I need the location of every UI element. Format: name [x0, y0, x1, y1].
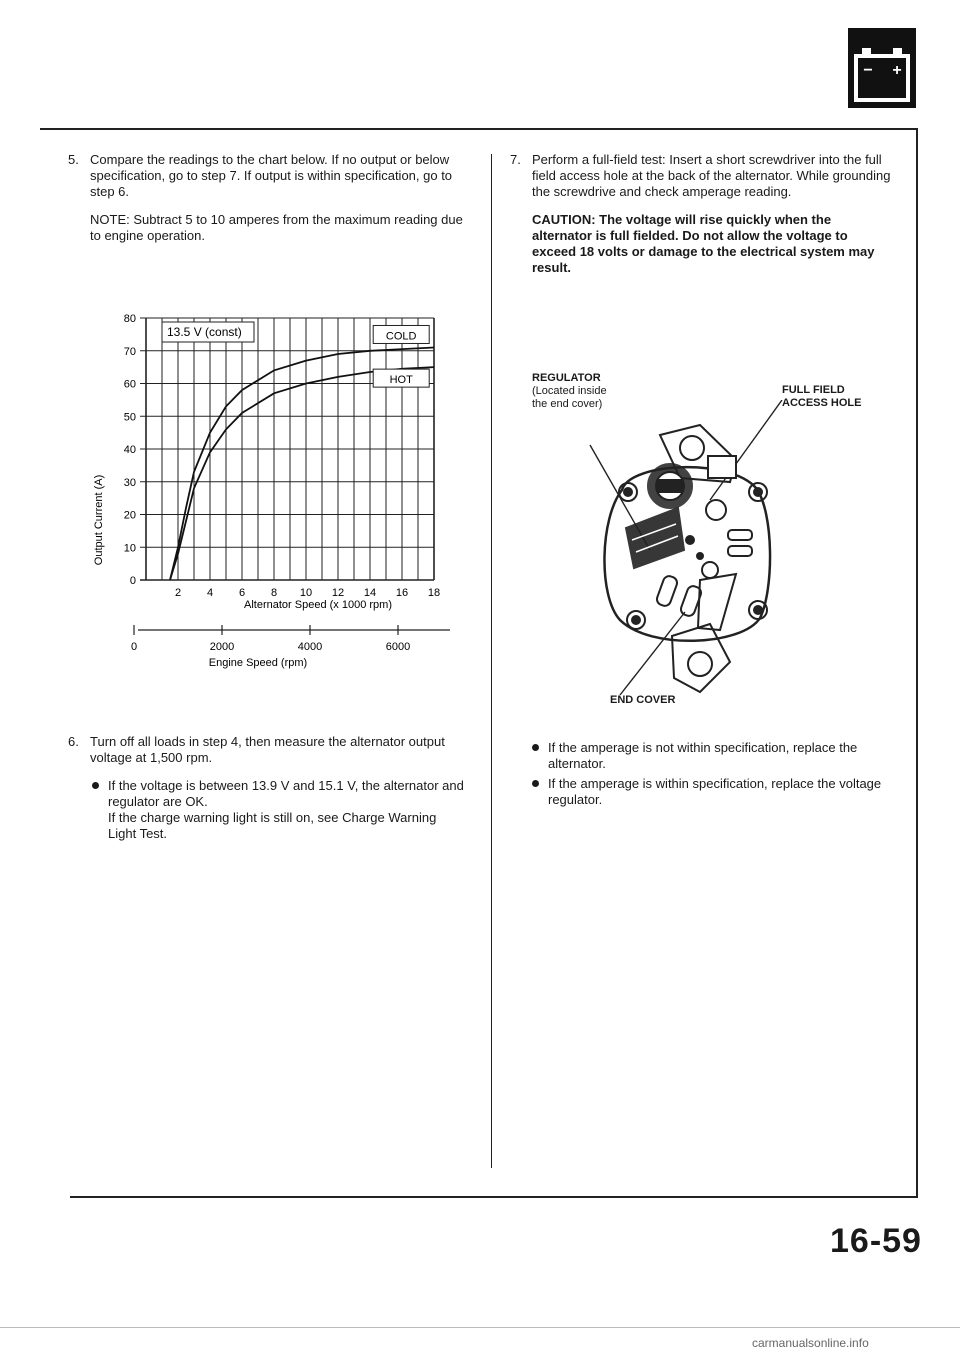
step-6-bullet	[90, 778, 464, 842]
series-label: COLD	[385, 330, 417, 343]
chart-annotation: 13.5 V (const)	[167, 325, 242, 339]
x-axis-label: Alternator Speed (x 1000 rpm)	[244, 599, 392, 611]
y-axis-label: Output Current (A)	[93, 474, 105, 566]
top-rule	[40, 128, 918, 130]
y-tick-label: 0	[129, 575, 136, 587]
battery-plus: +	[892, 62, 902, 79]
step-5-note: NOTE: Subtract 5 to 10 amperes from the maximum reading due to engine operation.	[90, 212, 463, 243]
regulator-title: REGULATOR	[532, 372, 601, 384]
engine-speed-tick-label: 4000	[297, 641, 323, 653]
step-5-number: 5.	[68, 152, 79, 167]
battery-minus: −	[863, 62, 873, 79]
engine-speed-tick-label: 0	[130, 641, 138, 653]
y-tick-label: 20	[123, 509, 136, 522]
chart-svg	[86, 300, 466, 690]
result-item-2: If the amperage is within specification, replace the voltage regulator.	[530, 776, 894, 808]
access-hole-line2: ACCESS HOLE	[782, 397, 862, 409]
step-5-text: Compare the readings to the chart below. If no output or below specification, go to step 7. If output is within specification, go to step 6.	[90, 152, 453, 199]
x-tick-label: 12	[331, 587, 345, 599]
y-tick-label: 30	[123, 476, 136, 489]
step-6-text: Turn off all loads in step 4, then measure the alternator output voltage at 1,500 rpm.	[90, 734, 445, 765]
x-tick-label: 4	[206, 587, 214, 599]
x-tick-label: 16	[395, 587, 409, 599]
y-tick-label: 70	[123, 345, 136, 358]
right-rule	[916, 128, 918, 1196]
page-number: 16-59	[830, 1222, 922, 1260]
access-hole-line1: FULL FIELD	[782, 384, 845, 396]
step-6-number: 6.	[68, 734, 79, 749]
step-6-bullet-line2: If the charge warning light is still on, see Charge Warning Light Test.	[108, 810, 437, 841]
end-cover-callout: END COVER	[610, 694, 676, 706]
result-item-1: If the amperage is not within specification, replace the alternator.	[530, 740, 894, 772]
x-tick-label: 8	[270, 587, 278, 599]
step-7-text: Perform a full-field test: Insert a short screwdriver into the full field access hole at the back of the alternator. While grounding the screwdrive and check amperage reading.	[532, 152, 891, 199]
engine-speed-tick-label: 2000	[209, 641, 235, 653]
step-7-number: 7.	[510, 152, 521, 167]
y-tick-label: 80	[123, 313, 136, 325]
bottom-rule	[70, 1196, 918, 1198]
engine-speed-tick-label: 6000	[385, 641, 411, 653]
footer-watermark: carmanualsonline.info	[752, 1336, 869, 1350]
y-tick-label: 40	[123, 444, 136, 456]
x-tick-label: 18	[427, 587, 441, 599]
step-6-bullet-line1: If the voltage is between 13.9 V and 15.1 V, the alternator and regulator are OK.	[108, 778, 464, 809]
result-list	[530, 740, 894, 808]
alternator-illustration	[560, 400, 800, 700]
y-tick-label: 60	[123, 378, 136, 391]
regulator-note-1: (Located inside	[532, 385, 607, 397]
result-bullets	[530, 740, 894, 812]
step-6-bullets	[90, 778, 464, 842]
x-tick-label: 10	[299, 587, 313, 599]
y-tick-label: 10	[123, 542, 136, 555]
y-tick-label: 50	[123, 411, 136, 424]
engine-speed-label: Engine Speed (rpm)	[208, 657, 308, 669]
battery-icon	[848, 28, 916, 108]
x-tick-label: 6	[238, 587, 246, 599]
step-7-caution: CAUTION: The voltage will rise quickly when the alternator is full fielded. Do not allow the voltage to exceed 18 volts or damage to the electrical system may result.	[532, 212, 875, 275]
series-label: HOT	[389, 374, 413, 387]
regulator-note-2: the end cover)	[532, 398, 603, 410]
column-divider	[491, 154, 492, 1168]
output-current-chart	[86, 300, 466, 690]
x-tick-label: 14	[363, 587, 377, 599]
footer-rule	[0, 1327, 960, 1328]
x-tick-label: 2	[174, 587, 182, 599]
